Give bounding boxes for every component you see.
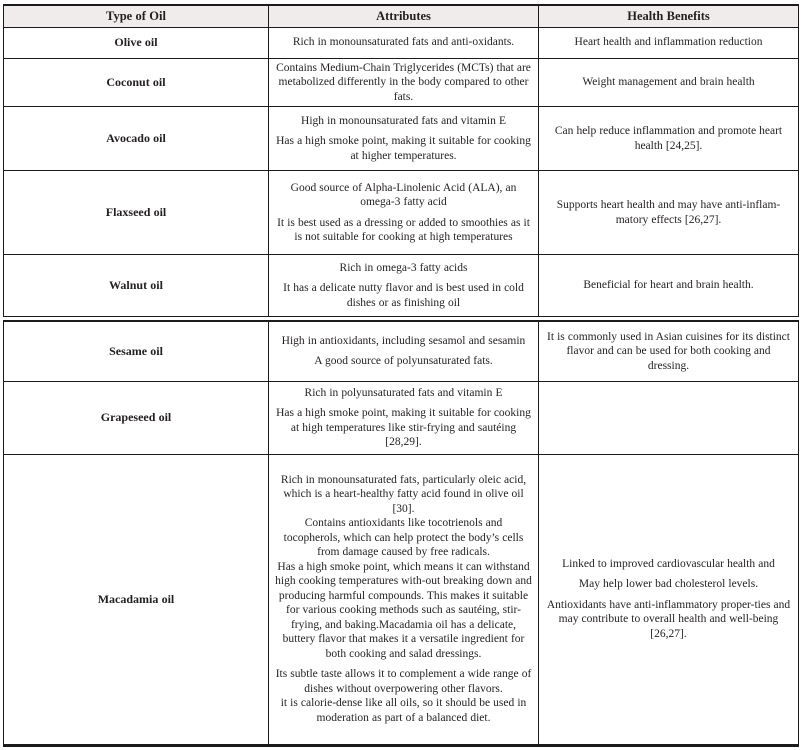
attributes-cell <box>269 27 539 58</box>
cell-paragraph: Contains antioxidants like tocotrienols and tocopherols, which can help protect the body’s cells from damage caused by free radicals. <box>283 517 524 559</box>
cell-paragraph: Weight management and brain health <box>582 76 755 88</box>
table-row <box>4 107 799 171</box>
cell-paragraph: Rich in omega-3 fatty acids <box>339 261 468 274</box>
cell-paragraph: It is commonly used in Asian cuisines for its distinct flavor and can be used for both cooking and dressing. <box>547 330 790 372</box>
cell-paragraph: Linked to improved cardiovascular health and <box>562 557 775 570</box>
column-header-attributes: Attributes <box>269 5 539 27</box>
health-benefits-cell <box>539 321 799 381</box>
oil-name-cell: Sesame oil <box>4 321 269 381</box>
health-benefits-cell <box>539 58 799 107</box>
cell-paragraph: It is best used as a dressing or added to smoothies as it is not suitable for cooking at high temperatures <box>277 216 530 243</box>
attributes-cell <box>269 321 539 381</box>
column-header-health-benefits: Health Benefits <box>539 5 799 27</box>
table-row <box>4 58 799 107</box>
oil-name-cell: Flaxseed oil <box>4 171 269 255</box>
oil-name-cell: Walnut oil <box>4 255 269 317</box>
oil-name-cell: Avocado oil <box>4 107 269 171</box>
cell-paragraph: May help lower bad cholesterol levels. <box>578 578 759 591</box>
cell-paragraph: Its subtle taste allows it to complement a wide range of dishes without overpowering other flavors. <box>275 668 532 695</box>
cell-paragraph: Can help reduce inflammation and promote heart health [24,25]. <box>554 125 783 152</box>
cell-paragraph: Antioxidants have anti-inflammatory proper-ties and may contribute to overall health and well-being [26,27]. <box>546 598 791 640</box>
health-benefits-cell <box>539 171 799 255</box>
oil-name-cell: Grapeseed oil <box>4 381 269 454</box>
cell-paragraph: Heart health and inflammation reduction <box>574 36 763 49</box>
health-benefits-cell <box>539 27 799 58</box>
cell-paragraph: Has a high smoke point, which means it can withstand high cooking temperatures with-out breaking down and producing harmful compounds. This makes it suitable for various cooking methods such as sautéing, stir-frying, and baking.Macadamia oil has a delicate, buttery flavor that makes it a versatile ingredient for both cooking and salad dressings. <box>275 560 532 660</box>
cell-paragraph: Contains Medium-Chain Triglycerides (MCTs) that are metabolized differently in the body compared to other fats. <box>276 61 531 103</box>
table-row <box>4 171 799 255</box>
health-benefits-cell <box>539 107 799 171</box>
attributes-cell <box>269 381 539 454</box>
attributes-cell <box>269 58 539 107</box>
oil-name-cell: Coconut oil <box>4 58 269 107</box>
oils-table-section-1 <box>3 4 799 317</box>
health-benefits-cell <box>539 381 799 454</box>
cell-paragraph: it is calorie-dense like all oils, so it should be used in moderation as part of a balanced diet. <box>280 697 527 724</box>
cell-paragraph: A good source of polyunsaturated fats. <box>314 355 493 368</box>
cell-paragraph: High in antioxidants, including sesamol and sesamin <box>281 334 526 347</box>
cell-paragraph: Good source of Alpha-Linolenic Acid (ALA), an omega-3 fatty acid <box>290 181 517 208</box>
oil-name-cell: Macadamia oil <box>4 454 269 745</box>
cell-paragraph: Rich in monounsaturated fats and anti-oxidants. <box>292 36 515 49</box>
attributes-cell <box>269 107 539 171</box>
oil-name-cell: Olive oil <box>4 27 269 58</box>
health-benefits-cell <box>539 255 799 317</box>
cell-paragraph: It has a delicate nutty flavor and is best used in cold dishes or as finishing oil <box>283 282 524 309</box>
table-row <box>4 454 799 745</box>
cell-paragraph: Beneficial for heart and brain health. <box>583 279 754 292</box>
health-benefits-cell <box>539 454 799 745</box>
table-row <box>4 255 799 317</box>
cell-paragraph: Rich in polyunsaturated fats and vitamin E <box>304 386 503 399</box>
cell-paragraph: Has a high smoke point, making it suitable for cooking at high temperatures like stir-frying and sautéing [28,29]. <box>276 407 531 448</box>
oils-table-section-2 <box>3 320 799 747</box>
attributes-cell <box>269 255 539 317</box>
table-row <box>4 27 799 58</box>
attributes-cell <box>269 454 539 745</box>
attributes-cell <box>269 171 539 255</box>
cell-paragraph: High in monounsaturated fats and vitamin E <box>301 114 506 127</box>
cell-paragraph: Supports heart health and may have anti-inflam-matory effects [26,27]. <box>556 199 781 226</box>
cell-paragraph: Has a high smoke point, making it suitable for cooking at higher temperatures. <box>276 135 531 162</box>
table-row <box>4 381 799 454</box>
table-row <box>4 321 799 381</box>
column-header-oil-type: Type of Oil <box>4 5 269 27</box>
header-row <box>4 5 799 27</box>
cell-paragraph: Rich in monounsaturated fats, particularly oleic acid, which is a heart-healthy fatty acid found in olive oil [30]. <box>280 473 527 515</box>
